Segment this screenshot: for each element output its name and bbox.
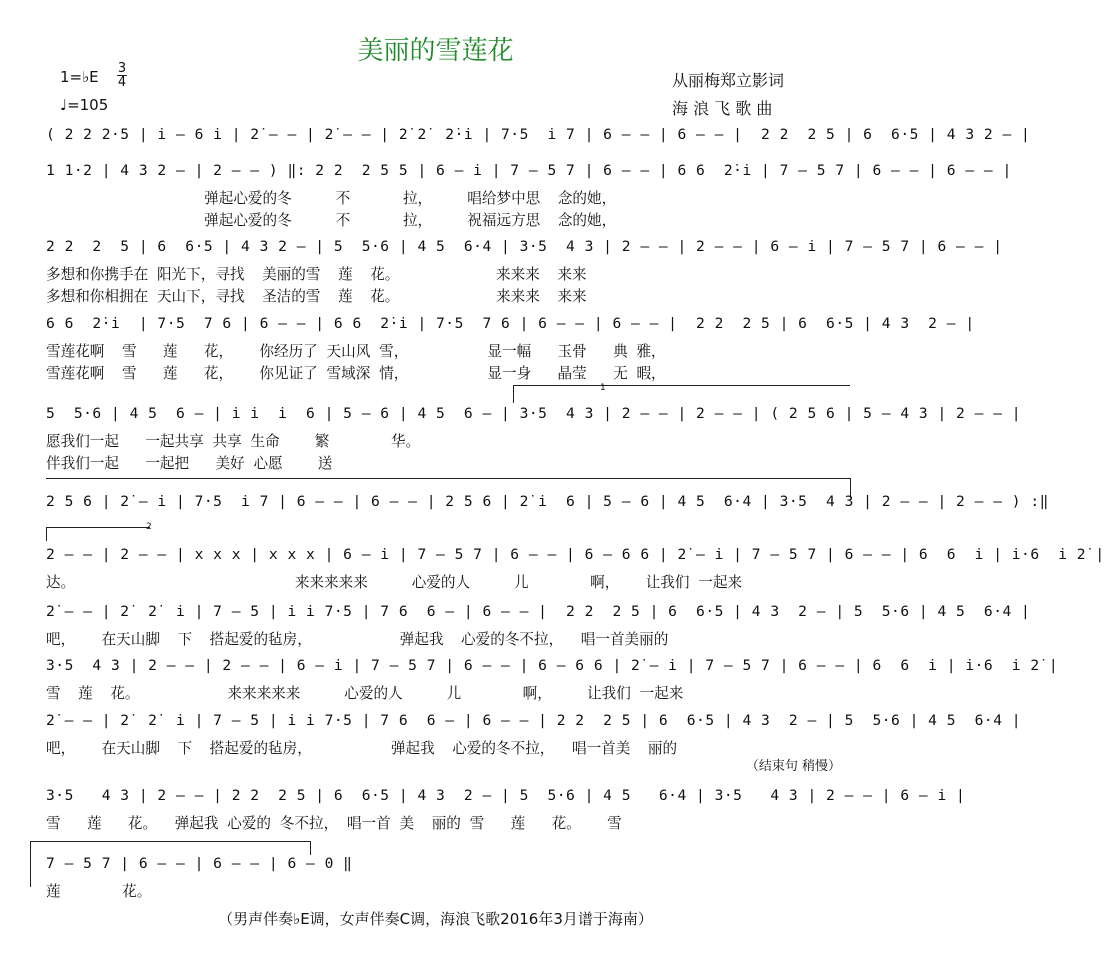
- volta-2-bracket-left: [46, 527, 47, 541]
- volta-1-continuation: [46, 478, 850, 479]
- score-row-4-lyrics-2: 雪莲花啊 雪 莲 花， 你见证了 雪域深 情， 显一身 晶莹 无 暇，: [46, 365, 666, 382]
- score-row-11-notes: 3·5 4 3 | 2 — — | 2 2 2 5 | 6 6·5 | 4 3 2 — | 5 5·6 | 4 5 6·4 | 3·5 4 3 | 2 — — | 6 — i̇ |: [46, 787, 966, 804]
- time-signature-top: 3: [117, 61, 127, 76]
- score-row-3-notes: 2 2 2 5 | 6 6·5 | 4 3 2 — | 5 5·6 | 4 5 6·4 | 3·5 4 3 | 2 — — | 2 — — | 6 — i̇ | 7 — 5 7 | 6 — — |: [46, 238, 1003, 255]
- score-row-6-notes: 2 5 6 | 2̇ — i̇ | 7·5 i̇ 7 | 6 — — | 6 — — | 2 5 6 | 2̇ i̇ 6 | 5 — 6 | 4 5 6·4 | 3·5 4 3 | 2 — — | 2 — — ) :‖: [46, 493, 1049, 510]
- ending-bracket-right: [310, 841, 311, 855]
- score-row-7-lyrics: 达。 来来来来来 心爱的人 儿 啊， 让我们 一起来: [46, 574, 743, 591]
- key-signature: 1=♭E: [60, 68, 99, 86]
- score-row-2-lyrics-2: 弹起心爱的冬 不 拉， 祝福远方思 念的她，: [46, 212, 617, 229]
- score-row-5-notes: 5 5·6 | 4 5 6 — | i̇ i̇ i̇ 6 | 5 — 6 | 4 5 6 — | 3·5 4 3 | 2 — — | 2 — — | ( 2 5 6 | 5 — 4 3 | 2 — — |: [46, 405, 1022, 422]
- ending-bracket: [30, 841, 310, 842]
- score-row-12-lyrics: 莲 花。: [46, 883, 152, 900]
- score-row-9-lyrics: 雪 莲 花。 来来来来来 心爱的人 儿 啊， 让我们 一起来: [46, 685, 684, 702]
- score-row-5-lyrics-2: 伴我们一起 一起把 美好 心愿 送: [46, 455, 333, 472]
- composer-credit: 海 浪 飞 歌 曲: [672, 99, 773, 118]
- score-row-12-notes: 7 — 5 7 | 6 — — | 6 — — | 6 — 0 ‖: [46, 855, 353, 872]
- volta-1-bracket: [513, 385, 850, 386]
- score-row-11-lyrics: 雪 莲 花。 弹起我 心爱的 冬不拉， 唱一首 美 丽的 雪 莲 花。 雪: [46, 815, 622, 832]
- score-row-2-notes: 1 1·2 | 4 3 2 — | 2 — — ) ‖: 2 2 2 5 5 | 6 — i̇ | 7 — 5 7 | 6 — — | 6 6 2̇·i̇ | 7 — 5 7 | 6 — — | 6 — — |: [46, 162, 1012, 179]
- score-row-7-notes: 2 — — | 2 — — | x x x | x x x | 6 — i̇ | 7 — 5 7 | 6 — — | 6 — 6 6 | 2̇ — i̇ | 7 — 5 7 | 6 — — | 6 6 i̇ | i̇·6 i̇ 2̇ |: [46, 546, 1105, 563]
- ending-bracket-left: [30, 841, 31, 887]
- score-row-10-notes: 2̇ — — | 2̇ 2̇ i̇ | 7 — 5 | i̇ i̇ 7·5 | 7 6 6 — | 6 — — | 2 2 2 5 | 6 6·5 | 4 3 2 — | 5 5·6 | 4 5 6·4 |: [46, 712, 1022, 729]
- lyricist-credit: 从丽梅郑立影词: [672, 71, 785, 90]
- volta-1-label: 1: [600, 383, 606, 393]
- score-row-9-notes: 3·5 4 3 | 2 — — | 2 — — | 6 — i̇ | 7 — 5 7 | 6 — — | 6 — 6 6 | 2̇ — i̇ | 7 — 5 7 | 6 — — | 6 6 i̇ | i̇·6 i̇ 2̇ |: [46, 657, 1059, 674]
- score-row-4-notes: 6 6 2̇·i̇ | 7·5 7 6 | 6 — — | 6 6 2̇·i̇ | 7·5 7 6 | 6 — — | 6 — — | 2 2 2 5 | 6 6·5 | 4 3 2 — |: [46, 315, 975, 332]
- tempo-marking: ♩=105: [60, 96, 109, 114]
- score-row-3-lyrics-2: 多想和你相拥在 天山下，寻找 圣洁的雪 莲 花。 来来来 来来: [46, 288, 587, 305]
- footer-note: （男声伴奏♭E调，女声伴奏C调，海浪飞歌2016年3月谱于海南）: [218, 910, 653, 928]
- score-row-10-lyrics: 吧， 在天山脚 下 搭起爱的毡房， 弹起我 心爱的冬不拉， 唱一首美 丽的: [46, 740, 678, 757]
- time-signature-bottom: 4: [117, 75, 127, 90]
- score-row-5-lyrics-1: 愿我们一起 一起共享 共享 生命 繁 华。: [46, 433, 421, 450]
- score-row-2-lyrics-1: 弹起心爱的冬 不 拉， 唱给梦中思 念的她，: [46, 190, 617, 207]
- time-signature: [117, 62, 127, 89]
- ending-annotation: （结束句 稍慢）: [745, 759, 841, 774]
- score-row-4-lyrics-1: 雪莲花啊 雪 莲 花， 你经历了 天山风 雪， 显一幅 玉骨 典 雅，: [46, 343, 666, 360]
- score-row-3-lyrics-1: 多想和你携手在 阳光下，寻找 美丽的雪 莲 花。 来来来 来来: [46, 266, 587, 283]
- volta-2-label: 2: [146, 522, 152, 532]
- score-row-8-notes: 2̇ — — | 2̇ 2̇ i̇ | 7 — 5 | i̇ i̇ 7·5 | 7 6 6 — | 6 — — | 2 2 2 5 | 6 6·5 | 4 3 2 — | 5 5·6 | 4 5 6·4 |: [46, 603, 1031, 620]
- volta-2-bracket: [46, 527, 150, 528]
- score-row-1-notes: ( 2 2 2·5 | i̇ — 6 i̇ | 2̇ — — | 2̇ — — | 2̇ 2̇ 2̇·i̇ | 7·5 i̇ 7 | 6 — — | 6 — — | 2 2 2 5 | 6 6·5 | 4 3 2 — |: [46, 126, 1031, 143]
- volta-1-bracket-left: [513, 385, 514, 403]
- score-row-8-lyrics: 吧， 在天山脚 下 搭起爱的毡房， 弹起我 心爱的冬不拉， 唱一首美丽的: [46, 631, 669, 648]
- song-title: 美丽的雪莲花: [357, 36, 514, 66]
